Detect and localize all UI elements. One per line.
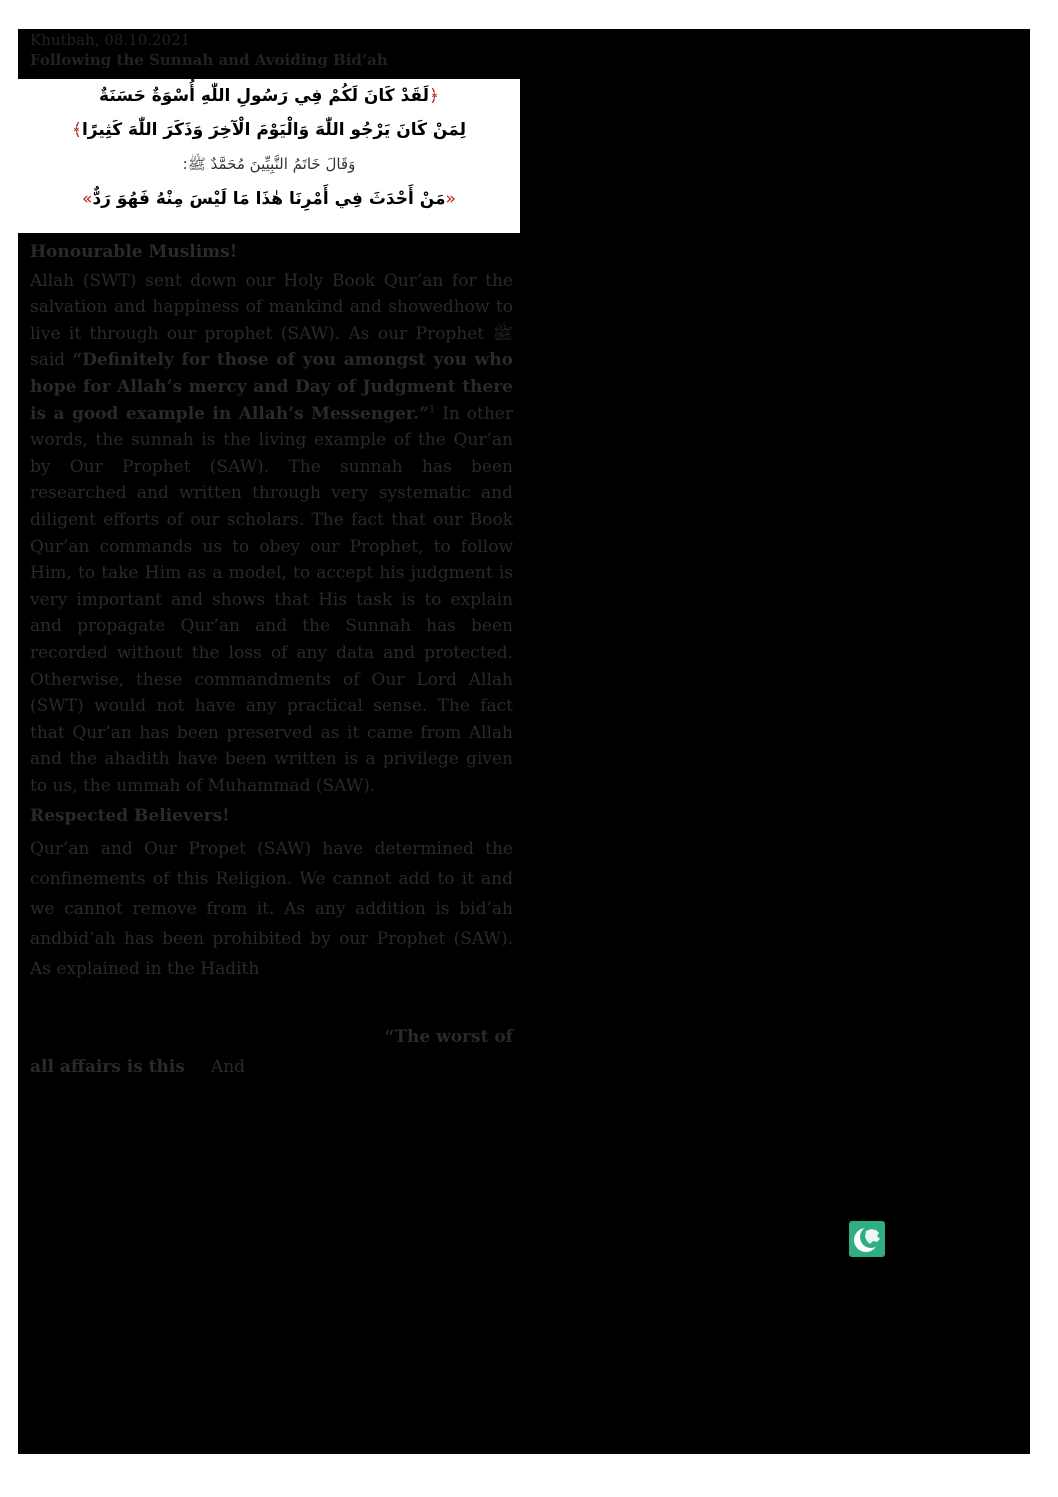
arabic-verse-text-1: لَقَدْ كَانَ لَكُمْ فِي رَسُولِ اللّٰهِ أُسْوَةٌ حَسَنَةٌ <box>99 86 430 106</box>
arabic-hadith-text: مَنْ أَحْدَثَ فِي أَمْرِنَا هٰذَا مَا لَيْسَ مِنْهُ فَهُوَ رَدٌّ <box>92 189 446 209</box>
crescent-europe-logo-icon <box>849 1221 885 1257</box>
arabic-verse-box <box>18 79 520 233</box>
paragraph-2: Qur’an and Our Propet (SAW) have determined the confinements of this Religion. We cannot add to it and we cannot remove from it. As any addition is bid’ah andbid’ah has been prohibited by our Prophet (SAW). As explained in the Hadith <box>30 839 513 980</box>
hadith-and-text: And <box>210 1057 246 1077</box>
hadith-quote-open: « <box>445 189 456 209</box>
truncated-hadith-section <box>30 1022 513 1082</box>
quran-quote: “Definitely for those of you amongst you who hope for Allah’s mercy and Day of Judgment there is a good example in Allah’s Messenger.” <box>30 350 513 424</box>
arabic-verse-line-2 <box>18 119 520 140</box>
hadith-quote-bold: all affairs is this <box>30 1057 185 1077</box>
ornament-close: ﴾ <box>71 120 82 140</box>
arabic-prophet-line: وَقَالَ خَاتَمُ النَّبِيِّينَ مُحَمَّدٌ ﷺ: <box>182 155 356 173</box>
hadith-quote-start: “The worst of <box>384 1027 513 1047</box>
ornament-open: ﴿ <box>429 86 439 106</box>
hadith-quote-continued <box>30 1052 513 1082</box>
arabic-verse-text-2: لِمَنْ كَانَ يَرْجُو اللّٰهَ وَالْيَوْمَ الْآخِرَ وَذَكَرَ اللّٰهَ كَثِيرًا <box>81 120 467 140</box>
hadith-quote-close: » <box>82 189 93 209</box>
footnote-marker: 1 <box>428 403 436 415</box>
paragraph-1-rest: In other words, the sunnah is the living example of the Qur’an by Our Prophet (SAW). The sunnah has been researched and written through very systematic and diligent efforts of our scholars. The fact that our Book Qur’an commands us to obey our Prophet, to follow Him, to take Him as a model, to accept his judgment is very important and shows that His task is to explain and propagate Qur’an and the Sunnah has been recorded without the loss of any data and protected. Otherwise, these commandments of Our Lord Allah (SWT) would not have any practical sense. The fact that Qur’an has been preserved as it came from Allah and the ahadith have been written is a privilege given to us, the ummah of Muhammad (SAW). <box>30 403 513 796</box>
paragraph-1 <box>30 268 513 800</box>
section-heading-1: Honourable Muslims! <box>30 242 238 262</box>
arabic-verse-line-1 <box>18 85 520 106</box>
khutbah-body <box>30 239 513 984</box>
khutbah-date: Khutbah, 08.10.2021 <box>30 31 191 49</box>
section-heading-2: Respected Believers! <box>30 806 230 827</box>
arabic-hadith-line <box>18 189 520 209</box>
paragraph-1-intro: Allah (SWT) sent down our Holy Book Qur’an for the salvation and happiness of mankind and showedhow to live it through our prophet (SAW). As our Prophet ﷺ said <box>30 270 513 371</box>
document-page <box>18 29 1030 1454</box>
khutbah-title: Following the Sunnah and Avoiding Bid’ah <box>30 51 388 69</box>
